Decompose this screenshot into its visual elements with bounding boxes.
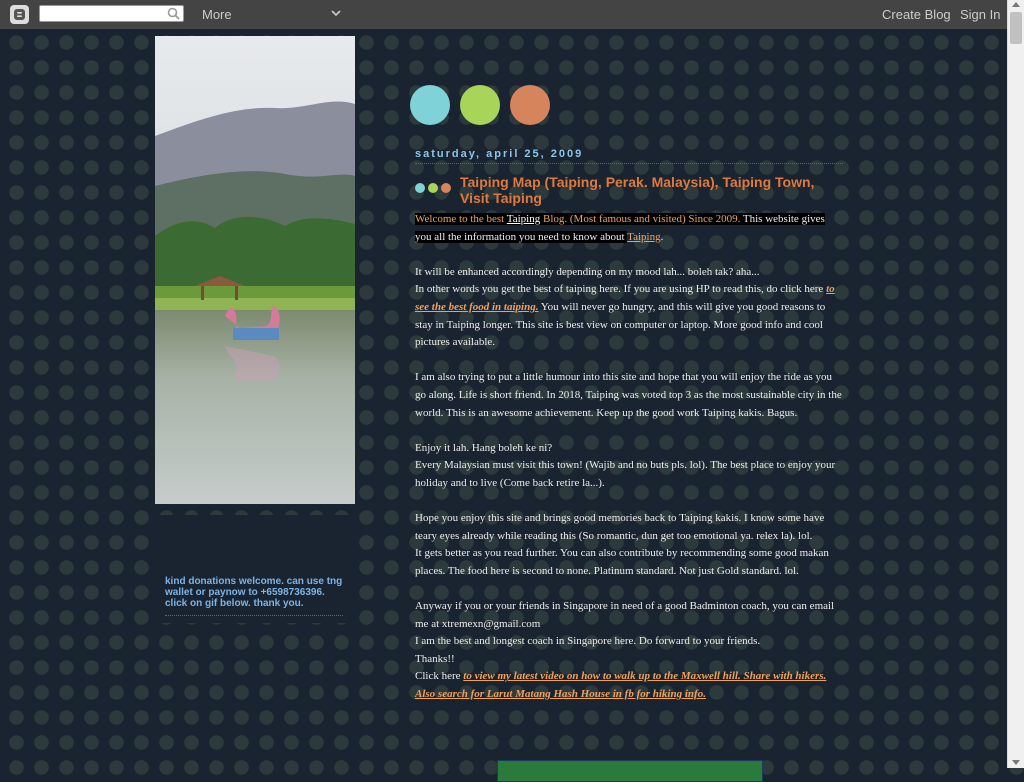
taiping-lake-photo	[155, 36, 355, 504]
welcome-text-b: Blog. (Most famous and visited) Since 2009.	[540, 213, 741, 225]
title-dots	[415, 180, 454, 198]
p5-text-a: Click here	[415, 670, 464, 683]
search-input[interactable]	[39, 5, 184, 22]
header-dot-orange	[510, 85, 550, 125]
p2: I am also trying to put a little humour into this site and hope that you will enjoy the ride as you go along. Life is short friend. In 2018, Taiping was voted top 3 as the most sustainable city in the world. This is an awesome achievement. Keep up the good work Taiping kakis. Bagus.	[415, 371, 842, 419]
create-blog-link[interactable]: Create Blog	[882, 7, 951, 22]
search-icon[interactable]	[167, 7, 180, 23]
taiping-link[interactable]: Taiping	[506, 213, 541, 225]
scroll-down-arrow-icon[interactable]	[1012, 760, 1020, 765]
title-dot-green	[428, 183, 438, 193]
blogger-logo-icon[interactable]	[10, 5, 29, 24]
video-thumbnail[interactable]	[497, 760, 763, 782]
welcome-text-d: .	[660, 230, 664, 243]
p1-line1: It will be enhanced accordingly depending on my mood lah... boleh tak? aha...	[415, 265, 760, 278]
best-food-link[interactable]: to see the best food in taiping.	[415, 283, 835, 313]
title-dot-orange	[441, 183, 451, 193]
blogger-navbar	[0, 0, 1024, 30]
p1-text-b: You will never go hungry, and this will give you good reasons to stay in Taiping longer. This site is best view on computer or laptop. More good info and cool pictures available.	[415, 300, 826, 349]
more-menu-button[interactable]: More	[202, 7, 232, 22]
page-scrollbar[interactable]	[1007, 0, 1024, 768]
p1-text-a: In other words you get the best of taiping here. If you are using HP to read this, do click here	[415, 283, 827, 296]
welcome-text-c: This website gives you all the information you need to know about	[415, 213, 825, 243]
p4-line2: It gets better as you read further. You can also contribute by recommending some good makan places. The food here is second to none. Platinum standard. Not just Gold standard. lol.	[415, 547, 829, 577]
welcome-paragraph	[415, 211, 843, 246]
p5-line3: Thanks!!	[415, 652, 455, 665]
p5-line1: Anyway if you or your friends in Singapore in need of a good Badminton coach, you can email me at xtremexn@gmail.com	[415, 600, 835, 630]
p3-line1: Enjoy it lah. Hang boleh ke ni?	[415, 441, 553, 454]
post-title-block	[415, 174, 843, 206]
taiping-link-2[interactable]: Taiping	[627, 230, 661, 243]
p3-line2: Every Malaysian must visit this town! (Wajib and no buts pls. lol). The best place to enjoy your holiday and to live (Come back retire la...).	[415, 459, 836, 489]
chevron-down-icon[interactable]	[330, 7, 342, 22]
post-date-header: saturday, april 25, 2009	[415, 148, 843, 164]
p4-line1: Hope you enjoy this site and brings good memories back to Taiping kakis. I know some have teary eyes already while reading this (So romantic, dun get too emotional ya. relex la). lol.	[415, 512, 825, 542]
header-dot-cyan	[410, 85, 450, 125]
post-body	[415, 211, 843, 704]
title-dot-cyan	[415, 183, 425, 193]
sign-in-link[interactable]: Sign In	[960, 7, 1001, 22]
post-title[interactable]: Taiping Map (Taiping, Perak. Malaysia), Taiping Town, Visit Taiping	[460, 174, 815, 206]
scroll-up-arrow-icon[interactable]	[1012, 2, 1020, 7]
p5-line4	[415, 668, 843, 703]
header-dot-green	[460, 85, 500, 125]
maxwell-hill-video-link[interactable]: to view my latest video on how to walk up to the Maxwell hill. Share with hikers. Also search for Larut Matang Hash House in fb for hiking info.	[415, 670, 827, 701]
main-column	[415, 148, 843, 704]
welcome-text-a: Welcome to the best	[415, 213, 507, 225]
scrollbar-thumb[interactable]	[1010, 12, 1022, 44]
p1-line2	[415, 281, 843, 351]
donation-message: kind donations welcome. can use tng wallet or paynow to +6598736396. click on gif below. thank you.	[165, 576, 343, 616]
p5-line2: I am the best and longest coach in Singapore here. Do forward to your friends.	[415, 635, 761, 648]
